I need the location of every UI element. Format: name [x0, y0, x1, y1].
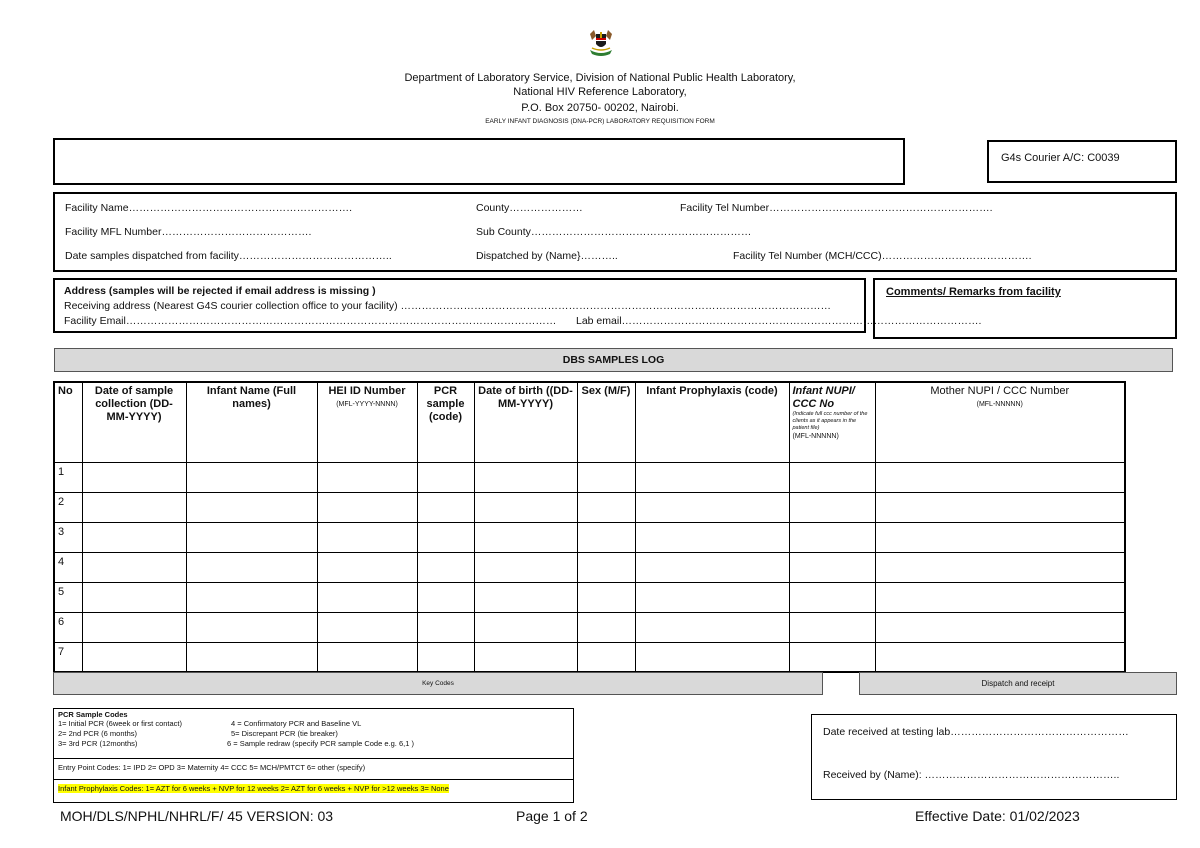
pcr-codes-title: PCR Sample Codes	[58, 710, 128, 719]
facility-tel-mch-field[interactable]: Facility Tel Number (MCH/CCC)…………………………………….	[733, 250, 1032, 262]
table-row	[54, 582, 1125, 612]
col-mother-nupi-format: (MFL-NNNNN)	[976, 401, 1023, 408]
table-cell[interactable]	[82, 552, 186, 582]
table-cell[interactable]	[635, 642, 789, 672]
table-cell[interactable]	[577, 582, 635, 612]
lab-email-field[interactable]: Lab email………………………………………………………………………………………….	[576, 315, 982, 327]
col-infant-nupi	[789, 382, 875, 462]
header-line-3: P.O. Box 20750- 00202, Nairobi.	[521, 102, 679, 114]
col-infant-nupi-label: Infant NUPI/ CCC No	[792, 385, 855, 410]
received-by-field[interactable]: Received by (Name): ………………………………………………..	[823, 769, 1120, 781]
table-cell[interactable]	[875, 552, 1125, 582]
table-cell[interactable]	[186, 492, 317, 522]
dbs-samples-table	[53, 381, 1126, 673]
col-infant-nupi-format: (MFL-NNNNN)	[792, 433, 839, 440]
table-cell[interactable]	[186, 552, 317, 582]
table-cell[interactable]	[635, 582, 789, 612]
dispatch-receipt-title: Dispatch and receipt	[859, 672, 1177, 695]
pcr-code-1: 1= Initial PCR (6week or first contact)	[58, 719, 183, 728]
col-hei-id	[317, 382, 417, 462]
dispatched-by-field[interactable]: Dispatched by (Name}………..	[476, 250, 618, 262]
table-cell[interactable]	[789, 612, 875, 642]
table-cell[interactable]	[186, 462, 317, 492]
receipt-box	[811, 714, 1177, 800]
col-dob: Date of birth ((DD-MM-YYYY)	[474, 382, 577, 462]
table-row	[54, 552, 1125, 582]
col-hei-id-format: (MFL-YYYY-NNNN)	[336, 401, 398, 408]
table-cell[interactable]	[82, 462, 186, 492]
table-row	[54, 492, 1125, 522]
table-cell[interactable]	[789, 552, 875, 582]
facility-tel-field[interactable]: Facility Tel Number……………………………………………………….	[680, 202, 993, 214]
dbs-log-title: DBS SAMPLES LOG	[54, 348, 1173, 372]
facility-name-field[interactable]: Facility Name……………………………………………………….	[65, 202, 353, 214]
table-cell[interactable]	[577, 522, 635, 552]
table-cell[interactable]	[417, 612, 474, 642]
table-cell[interactable]	[635, 462, 789, 492]
table-cell[interactable]	[82, 522, 186, 552]
row-number: 7	[54, 642, 82, 672]
table-cell[interactable]	[474, 552, 577, 582]
pcr-code-6: 6 = Sample redraw (specify PCR sample Code e.g. 6,1 )	[227, 739, 414, 748]
row-number: 4	[54, 552, 82, 582]
table-cell[interactable]	[82, 582, 186, 612]
table-cell[interactable]	[82, 492, 186, 522]
table-cell[interactable]	[474, 582, 577, 612]
pcr-code-5: 5= Discrepant PCR (tie breaker)	[231, 729, 338, 738]
receiving-address-field[interactable]: Receiving address (Nearest G4S courier collection office to your facility) ……………………………………………………………………………………………………………	[64, 300, 832, 312]
table-cell[interactable]	[577, 612, 635, 642]
col-infant-nupi-note: (Indicate full ccc number of the clients as it appears in the patient file)	[792, 411, 868, 431]
table-cell[interactable]	[82, 642, 186, 672]
table-row	[54, 462, 1125, 492]
table-cell[interactable]	[789, 462, 875, 492]
col-infant-name: Infant Name (Full names)	[186, 382, 317, 462]
row-number: 3	[54, 522, 82, 552]
prophylaxis-codes: Infant Prophylaxis Codes: 1= AZT for 6 weeks + NVP for 12 weeks 2= AZT for 6 weeks + NVP for >12 weeks 3= None	[58, 784, 449, 793]
pcr-code-3: 3= 3rd PCR (12months)	[58, 739, 138, 748]
table-cell[interactable]	[317, 642, 417, 672]
col-prophylaxis: Infant Prophylaxis (code)	[635, 382, 789, 462]
table-cell[interactable]	[635, 612, 789, 642]
row-number: 1	[54, 462, 82, 492]
facility-mfl-field[interactable]: Facility MFL Number…………………………………….	[65, 226, 312, 238]
table-row	[54, 522, 1125, 552]
table-cell[interactable]	[577, 462, 635, 492]
header-line-1: Department of Laboratory Service, Division of National Public Health Laboratory,	[404, 72, 796, 84]
table-cell[interactable]	[577, 642, 635, 672]
coat-of-arms-icon	[586, 28, 616, 58]
table-cell[interactable]	[474, 642, 577, 672]
table-cell[interactable]	[186, 522, 317, 552]
table-cell[interactable]	[417, 552, 474, 582]
table-cell[interactable]	[317, 462, 417, 492]
table-cell[interactable]	[875, 522, 1125, 552]
table-cell[interactable]	[875, 612, 1125, 642]
col-date-collection: Date of sample collection (DD-MM-YYYY)	[82, 382, 186, 462]
table-cell[interactable]	[317, 522, 417, 552]
courier-box	[987, 140, 1177, 183]
sub-county-field[interactable]: Sub County………………………………………………………	[476, 226, 752, 238]
table-cell[interactable]	[789, 582, 875, 612]
table-cell[interactable]	[186, 582, 317, 612]
effective-date: Effective Date: 01/02/2023	[915, 808, 1080, 824]
table-cell[interactable]	[474, 492, 577, 522]
county-field[interactable]: County…………………	[476, 202, 583, 214]
col-pcr-sample: PCR sample (code)	[417, 382, 474, 462]
table-cell[interactable]	[474, 462, 577, 492]
comments-title: Comments/ Remarks from facility	[886, 286, 1061, 298]
form-title: EARLY INFANT DIAGNOSIS (DNA-PCR) LABORATORY REQUISITION FORM	[485, 118, 715, 125]
table-cell[interactable]	[789, 522, 875, 552]
table-cell[interactable]	[317, 552, 417, 582]
facility-email-field[interactable]: Facility Email……………………………………………………………………………………………………………	[64, 315, 557, 327]
col-no: No	[54, 382, 82, 462]
table-cell[interactable]	[635, 552, 789, 582]
table-cell[interactable]	[417, 492, 474, 522]
table-cell[interactable]	[417, 522, 474, 552]
table-cell[interactable]	[317, 492, 417, 522]
table-cell[interactable]	[317, 582, 417, 612]
table-cell[interactable]	[577, 492, 635, 522]
header-line-2: National HIV Reference Laboratory,	[513, 86, 687, 98]
codes-box	[53, 708, 574, 803]
table-cell[interactable]	[417, 642, 474, 672]
comments-box[interactable]	[873, 278, 1177, 339]
table-cell[interactable]	[875, 642, 1125, 672]
row-number: 2	[54, 492, 82, 522]
col-hei-id-label: HEI ID Number	[328, 385, 406, 397]
table-cell[interactable]	[875, 582, 1125, 612]
table-cell[interactable]	[875, 492, 1125, 522]
table-cell[interactable]	[789, 492, 875, 522]
table-cell[interactable]	[417, 462, 474, 492]
date-received-field[interactable]: Date received at testing lab……………………………………………	[823, 726, 1129, 738]
pcr-code-4: 4 = Confirmatory PCR and Baseline VL	[231, 719, 362, 728]
address-title: Address (samples will be rejected if email address is missing )	[64, 285, 376, 297]
row-number: 5	[54, 582, 82, 612]
table-cell[interactable]	[186, 642, 317, 672]
pcr-code-2: 2= 2nd PCR (6 months)	[58, 729, 137, 738]
table-row	[54, 642, 1125, 672]
form-code: MOH/DLS/NPHL/NHRL/F/ 45 VERSION: 03	[60, 808, 334, 824]
entry-point-codes: Entry Point Codes: 1= IPD 2= OPD 3= Maternity 4= CCC 5= MCH/PMTCT 6= other (specify)	[54, 759, 573, 780]
table-cell[interactable]	[635, 522, 789, 552]
table-cell[interactable]	[577, 552, 635, 582]
table-cell[interactable]	[317, 612, 417, 642]
key-codes-title: Key Codes	[53, 672, 823, 695]
courier-label: G4s Courier A/C: C0039	[1001, 152, 1120, 164]
table-cell[interactable]	[789, 642, 875, 672]
table-cell[interactable]	[82, 612, 186, 642]
table-row	[54, 612, 1125, 642]
table-cell[interactable]	[635, 492, 789, 522]
dispatch-date-field[interactable]: Date samples dispatched from facility……………………………………..	[65, 250, 392, 262]
table-cell[interactable]	[875, 462, 1125, 492]
blank-header-box[interactable]	[53, 138, 905, 185]
page-number: Page 1 of 2	[516, 808, 588, 824]
row-number: 6	[54, 612, 82, 642]
col-sex: Sex (M/F)	[577, 382, 635, 462]
table-cell[interactable]	[474, 612, 577, 642]
col-mother-nupi-label: Mother NUPI / CCC Number	[930, 385, 1070, 397]
col-mother-nupi	[875, 382, 1125, 462]
table-cell[interactable]	[186, 612, 317, 642]
facility-info-box	[53, 192, 1177, 272]
table-cell[interactable]	[417, 582, 474, 612]
table-cell[interactable]	[474, 522, 577, 552]
